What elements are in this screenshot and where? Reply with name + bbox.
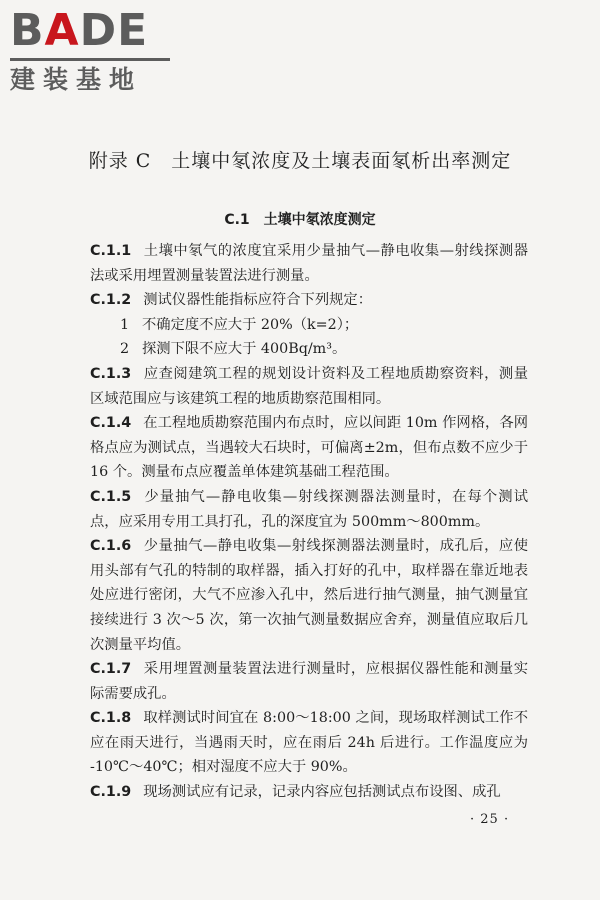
page-number: · 25 ·	[470, 812, 510, 827]
clause-number: C.1.4	[90, 415, 132, 432]
list-item	[90, 313, 528, 338]
clause-paragraph	[90, 362, 528, 411]
clause-paragraph	[90, 780, 528, 805]
logo-divider	[10, 58, 170, 61]
clause-text: 采用埋置测量装置法进行测量时，应根据仪器性能和测量实际需要成孔。	[90, 661, 528, 702]
clause-number: C.1.3	[90, 365, 132, 382]
logo-subtitle: 建装基地	[10, 65, 143, 94]
section-heading: C.1 土壤中氡浓度测定	[224, 212, 376, 228]
clause-number: C.1.2	[90, 292, 132, 309]
clause-text: 现场测试应有记录，记录内容应包括测试点布设图、成孔	[143, 784, 501, 801]
clause-paragraph	[90, 706, 528, 780]
list-item-number: 2	[120, 341, 130, 358]
logo	[10, 6, 185, 95]
clause-paragraph	[90, 411, 528, 485]
list-item	[90, 337, 528, 362]
list-item-number: 1	[120, 316, 130, 333]
document-body	[90, 239, 528, 805]
list-item-text: 不确定度不应大于 20%（k=2）；	[142, 316, 359, 333]
clause-paragraph	[90, 657, 528, 706]
clause-text: 应查阅建筑工程的规划设计资料及工程地质勘察资料，测量区域范围应与该建筑工程的地质勘察范围相同。	[90, 365, 528, 407]
clause-text: 土壤中氡气的浓度宜采用少量抽气—静电收集—射线探测器法或采用埋置测量装置法进行测量。	[90, 243, 528, 284]
clause-text: 取样测试时间宜在 8:00～18:00 之间，现场取样测试工作不应在雨天进行，当遇雨天时，应在雨后 24h 后进行。工作温度应为 -10℃～40℃；相对湿度不应大于 90%。	[90, 710, 528, 776]
clause-number: C.1.8	[90, 710, 132, 727]
appendix-title: 附录 C 土壤中氡浓度及土壤表面氡析出率测定	[88, 150, 512, 172]
clause-number: C.1.1	[90, 243, 132, 259]
clause-text: 测试仪器性能指标应符合下列规定：	[143, 292, 373, 309]
logo-accent-letter: A	[44, 5, 80, 56]
list-item-text: 探测下限不应大于 400Bq/m³。	[142, 341, 347, 358]
clause-number: C.1.9	[90, 784, 132, 801]
clause-number: C.1.5	[90, 488, 132, 505]
clause-text: 在工程地质勘察范围内布点时，应以间距 10m 作网格，各网格点应为测试点，当遇较大石块时，可偏离±2m，但布点数不应少于 16 个。测量布点应覆盖单体建筑基础工程范围。	[90, 415, 528, 481]
clause-paragraph	[90, 239, 528, 288]
clause-number: C.1.6	[90, 538, 132, 555]
clause-paragraph	[90, 288, 528, 313]
clause-text: 少量抽气—静电收集—射线探测器法测量时，成孔后，应使用头部有气孔的特制的取样器，插入打好的孔中，取样器在靠近地表处应进行密闭，大气不应渗入孔中，然后进行抽气测量，抽气测量宜接续进行 3 次～5 次，第一次抽气测量数据应舍弃，测量值应取后几次测量平均值。	[90, 538, 528, 653]
clause-paragraph	[90, 485, 528, 534]
clause-number: C.1.7	[90, 661, 132, 678]
clause-text: 少量抽气—静电收集—射线探测器法测量时，在每个测试点，应采用专用工具打孔，孔的深度宜为 500mm～800mm。	[90, 488, 528, 530]
clause-paragraph	[90, 534, 528, 657]
logo-wordmark: BADE	[10, 5, 149, 56]
